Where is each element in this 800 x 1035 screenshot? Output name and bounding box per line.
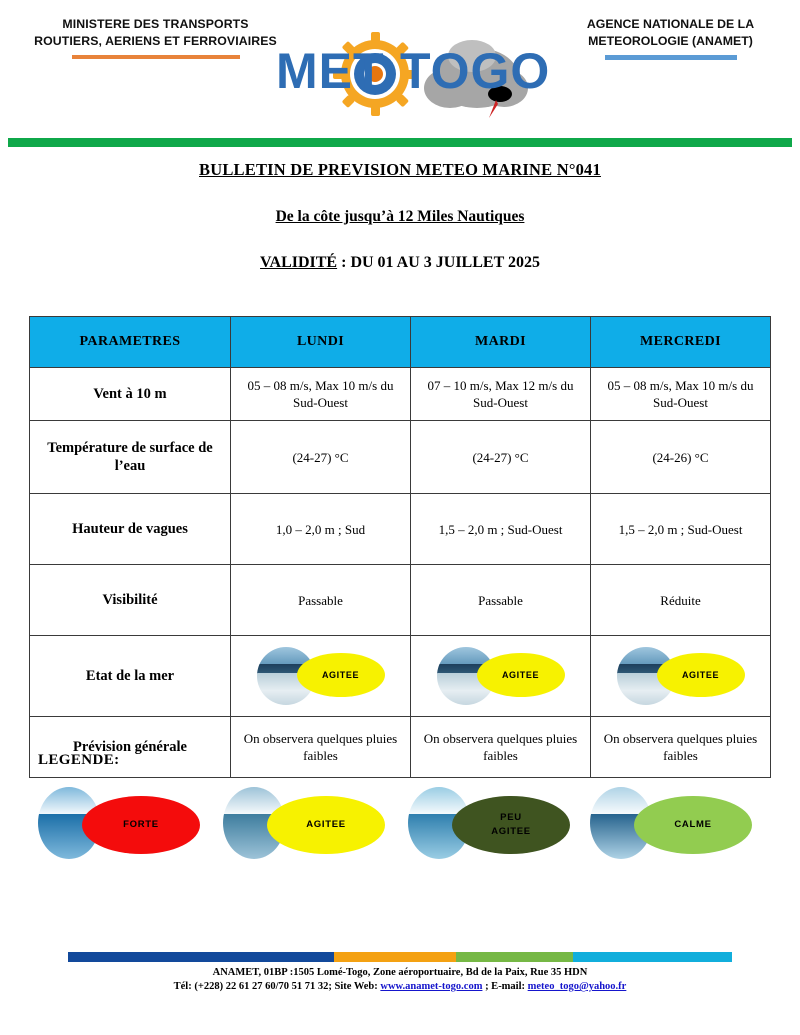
legend-item-forte <box>30 782 200 868</box>
legend-label-2: AGITEE <box>491 826 531 837</box>
agency-line-2: METEOROLOGIE (ANAMET) <box>588 34 753 48</box>
row-label-wave-height: Hauteur de vagues <box>30 494 231 565</box>
legend-pill <box>267 796 385 854</box>
logo-word-togo: TOGO <box>400 43 551 99</box>
cell-temp-lundi: (24-27) °C <box>231 421 411 494</box>
cell-temp-mercredi: (24-26) °C <box>591 421 771 494</box>
legend-label: FORTE <box>123 819 159 830</box>
column-header-lundi: LUNDI <box>231 317 411 368</box>
footer-contact-line <box>0 980 800 994</box>
legend-pill <box>82 796 200 854</box>
validity-value: : DU 01 AU 3 JUILLET 2025 <box>337 254 540 271</box>
row-label-sea-state: Etat de la mer <box>30 636 231 717</box>
row-label-wind: Vent à 10 m <box>30 368 231 421</box>
forecast-table <box>29 316 771 778</box>
table-row <box>30 717 771 778</box>
sea-state-badge <box>613 645 749 707</box>
sea-state-pill <box>477 653 565 697</box>
footer-bar-segment-4 <box>573 952 732 962</box>
cell-visibility-lundi: Passable <box>231 565 411 636</box>
legend-item-agitee <box>215 782 385 868</box>
column-header-parameters: PARAMETRES <box>30 317 231 368</box>
row-label-visibility: Visibilité <box>30 565 231 636</box>
legend-title: LEGENDE: <box>38 752 120 768</box>
legend-label: CALME <box>674 819 712 830</box>
cell-general-mardi: On observera quelques pluies faibles <box>411 717 591 778</box>
legend-label: PEU <box>500 812 522 823</box>
table-row <box>30 421 771 494</box>
legend-pill <box>452 796 570 854</box>
sea-state-label: AGITEE <box>501 670 540 680</box>
sea-state-pill <box>657 653 745 697</box>
legend-pill <box>634 796 752 854</box>
sea-state-label: AGITEE <box>681 670 720 680</box>
email-link[interactable]: meteo_togo@yahoo.fr <box>527 981 627 992</box>
ministry-underline-rule <box>72 55 240 59</box>
row-label-general-forecast: Prévision générale <box>30 717 231 778</box>
page-header <box>0 0 800 128</box>
agency-underline-rule <box>605 55 737 60</box>
ministry-block <box>28 16 283 59</box>
table-row <box>30 368 771 421</box>
ministry-line-2: ROUTIERS, AERIENS ET FERROVIAIRES <box>34 34 277 48</box>
cell-visibility-mardi: Passable <box>411 565 591 636</box>
ministry-line-1: MINISTERE DES TRANSPORTS <box>62 17 249 31</box>
cell-waves-lundi: 1,0 – 2,0 m ; Sud <box>231 494 411 565</box>
validity-label: VALIDITÉ <box>260 254 338 271</box>
legend-row <box>30 782 770 868</box>
website-link[interactable]: www.anamet-togo.com <box>380 981 483 992</box>
cell-wind-mardi: 07 – 10 m/s, Max 12 m/s du Sud-Ouest <box>411 368 591 421</box>
cell-temp-mardi: (24-27) °C <box>411 421 591 494</box>
legend-item-peu-agitee <box>400 782 570 868</box>
footer-phone-text: Tél: (+228) 22 61 27 60/70 51 71 32; Site Web: <box>173 981 381 992</box>
cell-sea-state-mardi <box>411 636 591 717</box>
footer-email-separator: ; E-mail: <box>482 981 528 992</box>
column-header-mercredi: MERCREDI <box>591 317 771 368</box>
table-header-row <box>30 317 771 368</box>
footer-bar-segment-1 <box>68 952 334 962</box>
agency-line-1: AGENCE NATIONALE DE LA <box>586 17 755 31</box>
legend-item-calme <box>582 782 752 868</box>
table-row <box>30 494 771 565</box>
cell-waves-mercredi: 1,5 – 2,0 m ; Sud-Ouest <box>591 494 771 565</box>
sea-state-pill <box>297 653 385 697</box>
table-row <box>30 565 771 636</box>
sea-state-badge <box>433 645 569 707</box>
legend-label: AGITEE <box>306 819 346 830</box>
cell-visibility-mercredi: Réduite <box>591 565 771 636</box>
cell-sea-state-mercredi <box>591 636 771 717</box>
table-row <box>30 636 771 717</box>
footer-color-bar <box>68 952 732 962</box>
footer-bar-segment-2 <box>334 952 457 962</box>
logo-word-meteo: MET <box>276 43 385 99</box>
sea-state-badge <box>253 645 389 707</box>
column-header-mardi: MARDI <box>411 317 591 368</box>
agency-block <box>563 16 778 60</box>
sea-state-label: AGITEE <box>321 670 360 680</box>
footer-contact-block <box>0 966 800 994</box>
page-title: BULLETIN DE PREVISION METEO MARINE N°041 <box>199 160 601 179</box>
footer-bar-segment-3 <box>456 952 572 962</box>
cell-general-lundi: On observera quelques pluies faibles <box>231 717 411 778</box>
footer-address: ANAMET, 01BP :1505 Lomé-Togo, Zone aéroportuaire, Bd de la Paix, Rue 35 HDN <box>212 967 588 978</box>
cell-sea-state-lundi <box>231 636 411 717</box>
cell-general-mercredi: On observera quelques pluies faibles <box>591 717 771 778</box>
cell-wind-lundi: 05 – 08 m/s, Max 10 m/s du Sud-Ouest <box>231 368 411 421</box>
meteo-togo-logo <box>272 26 572 122</box>
document-titles <box>0 160 800 272</box>
validity-line <box>0 254 800 272</box>
cell-waves-mardi: 1,5 – 2,0 m ; Sud-Ouest <box>411 494 591 565</box>
green-divider-bar <box>8 138 792 147</box>
page-subtitle: De la côte jusqu’à 12 Miles Nautiques <box>275 208 525 225</box>
row-label-water-temperature: Température de surface de l’eau <box>30 421 231 494</box>
cell-wind-mercredi: 05 – 08 m/s, Max 10 m/s du Sud-Ouest <box>591 368 771 421</box>
